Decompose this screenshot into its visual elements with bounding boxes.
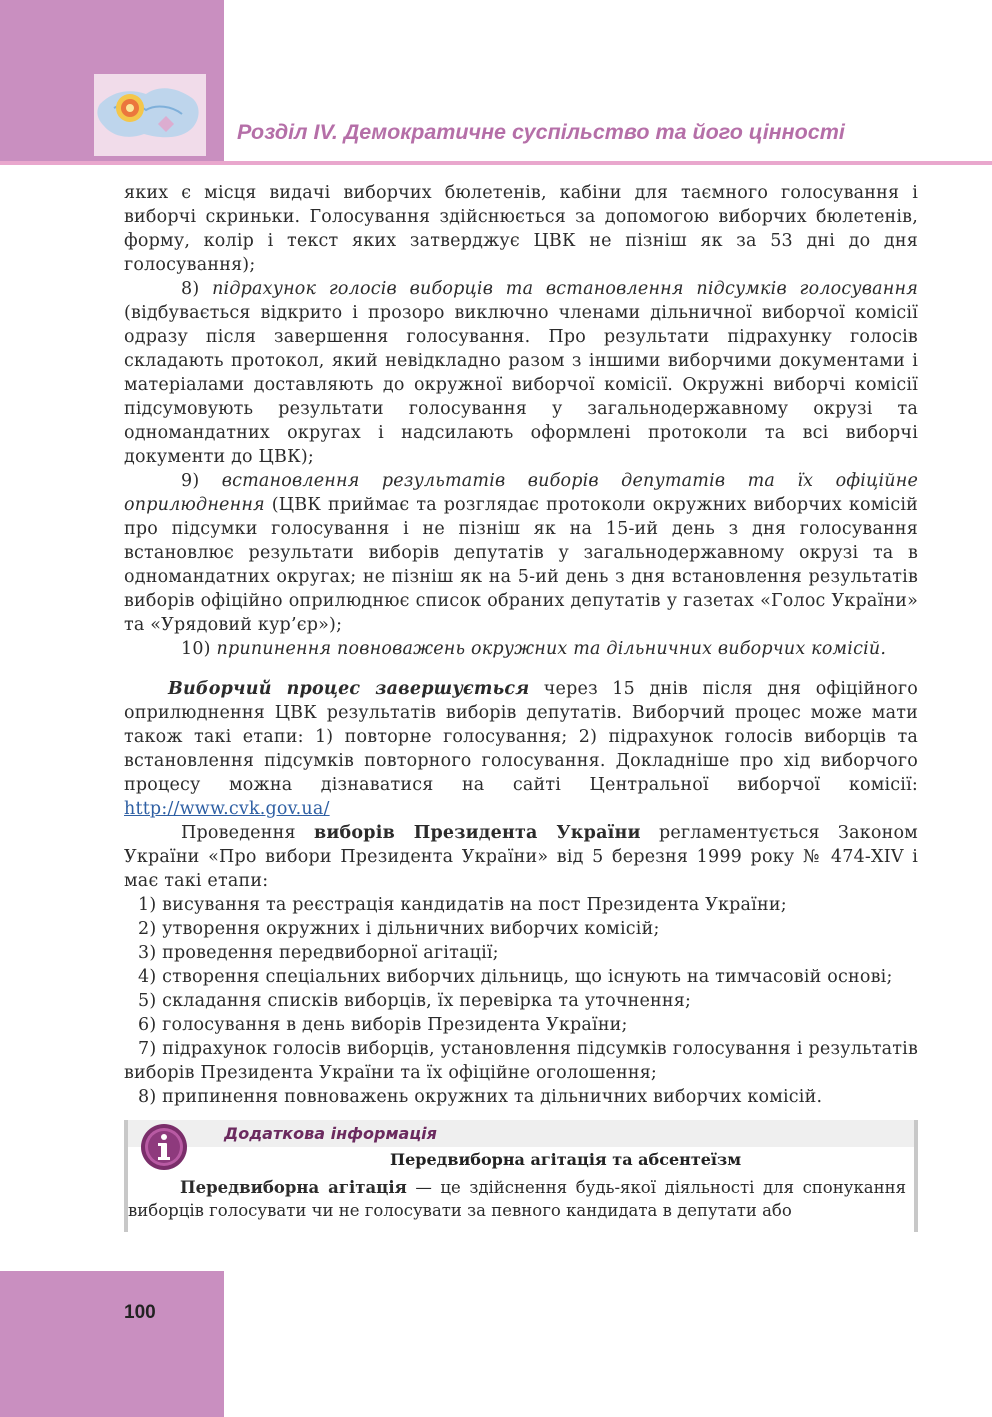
paragraph-president [124, 821, 918, 893]
stage-item: 6) голосування в день виборів Президента України; [138, 1015, 628, 1035]
info-heading: Додаткова інформація [224, 1124, 437, 1143]
emphasis-term: Виборчий процес завершується [168, 679, 530, 699]
header-divider [0, 161, 992, 165]
list-item-10 [124, 637, 918, 661]
list-item-title: підрахунок голосів виборців та встановлення підсумків голосування [212, 279, 919, 299]
additional-info-box [124, 1120, 918, 1232]
info-title: Передвиборна агітація та абсентеїзм [390, 1150, 742, 1169]
spacer [124, 661, 918, 677]
stage-item: 5) складання списків виборців, їх перевірка та уточнення; [138, 991, 692, 1011]
list-item-title: припинення повноважень окружних та дільничних виборчих комісій. [216, 639, 887, 659]
stage-item: 2) утворення окружних і дільничних виборчих комісій; [138, 919, 660, 939]
stage-item: 7) підрахунок голосів виборців, установлення підсумків голосування і результатів виборів Президента України та їх офіційне оголошення; [124, 1039, 918, 1083]
list-item-text: (ЦВК приймає та розглядає протоколи окружних виборчих комісій про підсумки голосування і не пізніш як на 15-ий день з дня голосування встановлює результати виборів депутатів у загальнодержавному окрузі та в одномандатних округах; не пізніш як на 5-ий день з дня встановлення результатів виборів офіційно оприлюднює список обраних депутатів у газетах «Голос України» та «Урядовий кур’єр»); [124, 495, 918, 635]
page-number: 100 [124, 1302, 156, 1323]
list-item-9 [124, 469, 918, 637]
stage-item: 3) проведення передвиборної агітації; [138, 943, 499, 963]
chapter-logo [94, 74, 206, 156]
paragraph-ballots: яких є місця видачі виборчих бюлетенів, кабіни для таємного голосування і виборчі скриньки. Голосування здійснюється за допомогою виборчих бюлетенів, форму, колір і текст яких затверджує ЦВК не пізніш як за 53 дні до дня голосування); [124, 183, 918, 275]
info-icon [139, 1122, 189, 1172]
stage-item: 1) висування та реєстрація кандидатів на пост Президента України; [138, 895, 787, 915]
stage-item: 8) припинення повноважень окружних та дільничних виборчих комісій. [138, 1087, 823, 1107]
paragraph-text: регламентується Законом України «Про вибори Президента України» від 5 березня 1999 року № 474-XIV і має такі етапи: [124, 823, 918, 891]
cvk-link[interactable]: http://www.cvk.gov.ua/ [124, 799, 330, 819]
info-term: Передвиборна агітація [180, 1178, 407, 1197]
list-item-number: 10) [181, 639, 217, 659]
emphasis-term: виборів Президента України [314, 823, 641, 843]
paragraph-process [124, 677, 918, 821]
info-text [128, 1176, 906, 1222]
list-item-number: 8) [181, 279, 213, 299]
stage-item: 4) створення спеціальних виборчих дільниць, що існують на тимчасовій основі; [138, 967, 893, 987]
page-body [124, 181, 918, 1109]
list-item-8 [124, 277, 918, 469]
list-item-title: встановлення результатів виборів депутатів та їх офіційне оприлюднення [124, 471, 918, 515]
list-item-text: (відбувається відкрито і прозоро виключно членами дільничної виборчої комісії одразу після завершення голосування. Про результати підрахунку голосів складають протокол, який невідкладно разом з іншими виборчими документами і матеріалами доставляють до окружної виборчої комісії. Окружні виборчі комісії підсумовують результати голосування у загальнодержавному окрузі та одномандатних округах і надсилають оформлені протоколи та всі виборчі документи до ЦВК); [124, 303, 918, 467]
sidebar-bottom-band [0, 1271, 224, 1417]
paragraph-text: Проведення [181, 823, 314, 843]
chapter-title: Розділ IV. Демократичне суспільство та його цінності [237, 120, 845, 144]
paragraph-text: через 15 днів після дня офіційного оприлюднення ЦВК результатів виборів депутатів. Виборчий процес може мати також такі етапи: 1) повторне голосування; 2) підрахунок голосів виборців та встановлення підсумків повторного голосування. Докладніше про хід виборчого процесу можна дізнаватися на сайті Центральної виборчої комісії: [124, 679, 918, 795]
list-item-number: 9) [181, 471, 222, 491]
info-definition: — це здійснення будь-якої діяльності для спонукання виборців голосувати чи не голосувати за певного кандидата в депутати або [128, 1178, 906, 1220]
